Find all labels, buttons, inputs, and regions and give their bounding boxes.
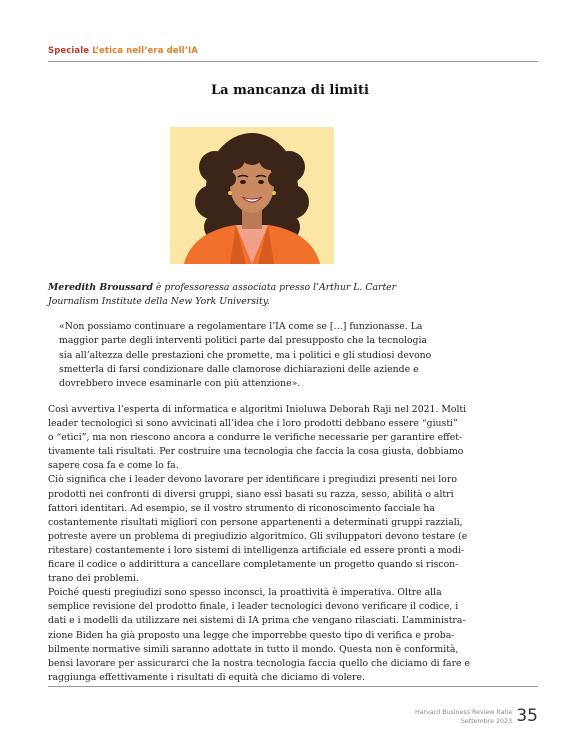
body-line: o “etici”, ma non riescono ancora a condurre le verifiche necessarie per garantire effet-: [48, 432, 463, 444]
body-line: bensì lavorare per assicurarci che la nostra tecnologia faccia quello che diciamo di fare e: [48, 657, 470, 669]
footer-divider: [48, 686, 538, 687]
pull-quote: [59, 320, 479, 391]
body-line: dati e i modelli da utilizzare nei sistemi di IA prima che vengano rilasciati. L’amministra-: [48, 615, 466, 627]
section-topic: L’etica nell’era dell’IA: [92, 46, 198, 56]
quote-line: smetterla di farsi condizionare dalle clamorose dichiarazioni delle aziende e: [59, 363, 419, 375]
body-line: prodotti nei confronti di diversi gruppi, siano essi basati su razza, sesso, abilità o altri: [48, 488, 454, 500]
article-title: La mancanza di limiti: [211, 83, 369, 98]
quote-line: «Non possiamo continuare a regolamentare l’IA come se […] funzionasse. La: [59, 321, 423, 332]
author-affiliation-line2: Journalism Institute della New York University.: [48, 296, 270, 307]
body-line: Ciò significa che i leader devono lavorare per identificare i pregiudizi presenti nei loro: [48, 474, 457, 486]
quote-line: dovrebbero invece esaminarle con più attenzione».: [59, 378, 301, 390]
section-header: [48, 46, 198, 56]
body-line: sapere cosa fa e come lo fa.: [48, 460, 179, 472]
quote-line: maggior parte degli interventi politici parte dal presupposto che la tecnologia: [59, 335, 428, 347]
article-body: [48, 403, 538, 685]
portrait-illustration-icon: [170, 127, 334, 264]
body-line: bilmente normative simili saranno adottate in tutto il mondo. Questa non è conformità,: [48, 643, 459, 655]
portrait-svg: [170, 127, 334, 264]
body-line: fattori identitari. Ad esempio, se il vostro strumento di riconoscimento facciale ha: [48, 502, 435, 514]
body-line: ficare il codice o addirittura a cancellare completamente un progetto quando si riscon-: [48, 559, 459, 571]
body-line: costantemente risultati migliori con persone appartenenti a determinati gruppi razziali,: [48, 516, 463, 528]
page-number: 35: [516, 706, 538, 726]
body-line: raggiunga effettivamente i risultati di equità che diciamo di volere.: [48, 671, 365, 683]
author-affiliation-line1: è professoressa associata presso l’Arthur L. Carter: [152, 282, 397, 293]
issue-date: Settembre 2023: [460, 717, 512, 725]
body-line: Poiché questi pregiudizi sono spesso inconsci, la proattività è imperativa. Oltre alla: [48, 587, 442, 599]
footer-meta: [415, 709, 512, 726]
author-byline: [48, 281, 468, 309]
quote-line: sia all’altezza delle prestazioni che promette, ma i politici e gli studiosi devono: [59, 349, 432, 361]
author-name: Meredith Broussard: [48, 282, 153, 293]
header-divider: [48, 61, 538, 62]
section-label: Speciale: [48, 46, 90, 56]
body-line: zione Biden ha già proposto una legge che imporrebbe questo tipo di verifica e proba-: [48, 629, 455, 641]
body-line: semplice revisione del prodotto finale, i leader tecnologici devono verificare il codice, i: [48, 601, 459, 613]
body-line: potreste avere un problema di pregiudizio algoritmico. Gli sviluppatori devono testare (e: [48, 530, 468, 542]
body-line: tivamente tali risultati. Per costruire una tecnologia che faccia la cosa giusta, dobbiamo: [48, 446, 464, 458]
body-line: ritestare) costantemente i loro sistemi di intelligenza artificiale ed essere pronti a modi-: [48, 544, 465, 556]
body-line: Così avvertiva l’esperta di informatica e algoritmi Inioluwa Deborah Raji nel 2021. Molti: [48, 404, 467, 415]
publication-name: Harvard Business Review Italia: [414, 709, 512, 716]
body-line: leader tecnologici si sono avvicinati all’idea che i loro prodotti debbano essere “giusti”: [48, 418, 458, 430]
body-line: trano dei problemi.: [48, 573, 139, 585]
